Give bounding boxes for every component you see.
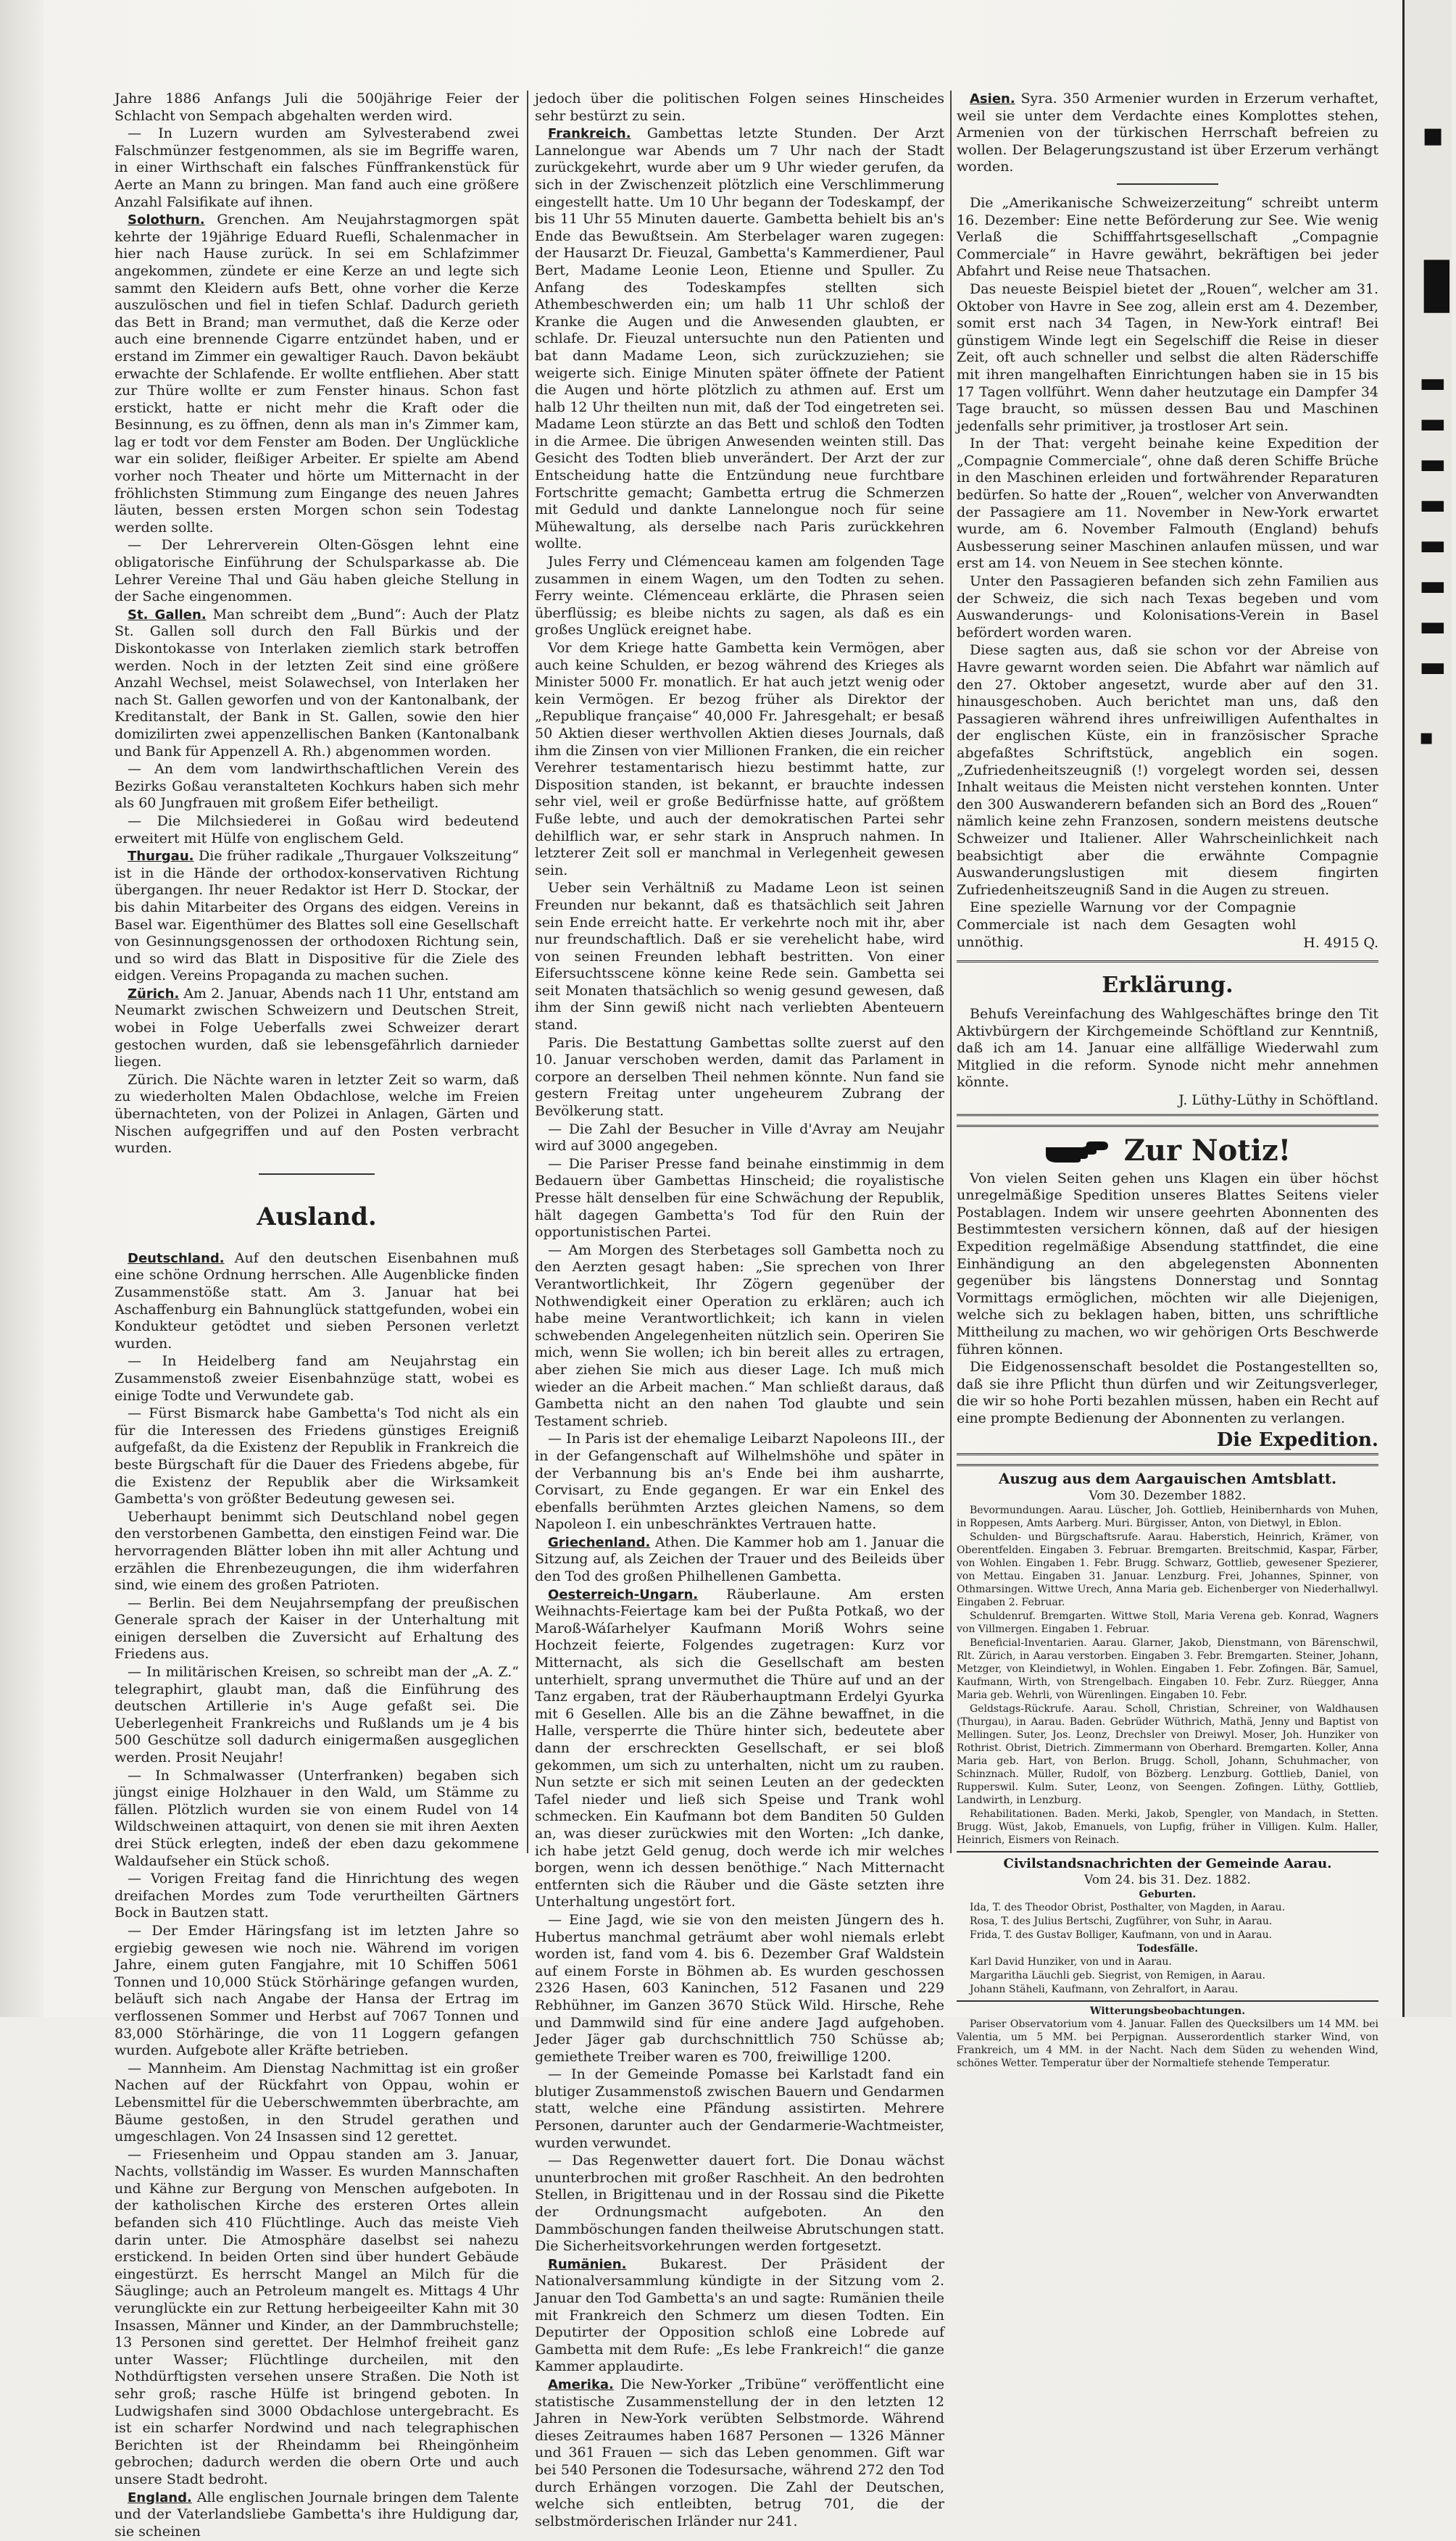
article-paragraph: — Friesenheim und Oppau standen am 3. Januar, Nachts, vollständig im Wasser. Es wurden Mannschaften und Kähne zur Bergung von Menschen aufgeboten. In der katholischen Kirche des ersteren Ortes allein befanden sich 410 Flüchtlinge. Auch das meiste Vieh darin unter. Die Atmosphäre daselbst sei nahezu erstickend. In beiden Orten sind über hundert Gebäude eingestürzt. Es herrscht Mangel an Milch für die Säuglinge; auch an Petroleum mangelt es. Mittags 4 Uhr verunglückte ein zur Rettung herbeigeeilter Kahn mit 30 Insassen, Männer und Kinder, an der Dammbruchstelle; 13 Personen sind gerettet. Der Helmhof freiheit ganz unter Wasser; Flüchtlinge durcheilen, mit den Nothdürftigsten versehen unsere Straßen. Die Noth ist sehr groß; rasche Hülfe ist bringend geboten. In Ludwigshafen sind 3000 Obdachlose untergebracht. Es ist ein scharfer Nordwind und nach telegraphischen Berichten ist der Rheindamm bei Rheingönheim gebrochen; dadurch werden die obern Orte und auch unsere Stadt bedroht. bbox=[115, 2146, 519, 2487]
notiz-title: Zur Notiz! bbox=[1123, 1133, 1291, 1168]
amtsblatt-entry: Beneficial-Inventarien. Aarau. Glarner, Jakob, Dienstmann, von Bärenschwil, Rlt. Zürich, in Aarau verstorben. Eingaben 3. Febr. Bremgarten. Steiner, Johann, Metzger, von Kleindietwyl, in Wohlen. Eingaben 1. Febr. Zofingen. Bär, Samuel, Kaufmann, Wirth, von Strengelbach. Eingaben 10. Febr. Zurz. Rüegger, Anna Maria geb. Wehrli, von Würenlingen. Eingaben 10. Febr. bbox=[957, 1637, 1378, 1701]
article-paragraph: Griechenland. Athen. Die Kammer hob am 1. Januar die Sitzung auf, als Zeichen der Trauer und des Beileids über den Tod des großen Philhellenen Gambetta. bbox=[535, 1534, 944, 1585]
article-paragraph: jedoch über die politischen Folgen seines Hinscheides sehr bestürzt zu sein. bbox=[535, 91, 944, 124]
region-keyword: Rumänien. bbox=[548, 2256, 627, 2272]
article-paragraph: Zürich. Die Nächte waren in letzter Zeit so warm, daß zu wiederholten Malen Obdachlose, welche im Freien übernachteten, von der Polizei in Anlagen, Gärten und Nischen aufgegriffen und auf den Posten verbracht wurden. bbox=[115, 1071, 519, 1157]
article-paragraph: Asien. Syra. 350 Armenier wurden in Erzerum verhaftet, weil sie unter dem Verdachte eines Komplottes stehen, Armenien von der türkischen Herrschaft befreien zu wollen. Der Belagerungszustand ist über Erzerum verhängt worden. bbox=[957, 91, 1378, 175]
article-paragraph: Ueber sein Verhältniß zu Madame Leon ist seinen Freunden nur bekannt, daß es thatsächlich seit Jahren sein Ende erreicht hatte. Er verkehrte noch mit ihr, aber nur freundschaftlich. Daß er sie verehelicht habe, wird von seinen Freunden lebhaft bestritten. Von einer Eifersuchtsscene könne keine Rede sein. Gambetta sei seit Monaten thatsächlich so wenig gesund gewesen, daß ihm der Sinn gewiß nicht nach verliebten Abenteuern stand. bbox=[535, 880, 944, 1034]
article-paragraph: — In militärischen Kreisen, so schreibt man der „A. Z.“ telegraphirt, glaubt man, daß die Einführung des deutschen Artillerie in's Auge gefaßt sei. Die Ueberlegenheit Frankreichs und Rußlands um je 4 bis 500 Geschütze soll dadurch einigermaßen ausgeglichen werden. Prosit Neujahr! bbox=[115, 1664, 519, 1766]
article-paragraph: — Eine Jagd, wie sie von den meisten Jüngern des h. Hubertus manchmal geträumt aber wohl niemals erlebt worden ist, fand vom 4. bis 6. Dezember Graf Waldstein auf einem Forste in Böhmen ab. Es wurden geschossen 2326 Hasen, 603 Kaninchen, 512 Fasanen und 229 Rebhühner, im Ganzen 3670 Stück Wild. Hirsche, Rehe und Dammwild sind für eine andere Jagd aufgehoben. Jeder Jäger gab durchschnittlich 750 Schüsse ab; gemiethete Treiber waren es 700, freiwillige 1200. bbox=[535, 1911, 944, 2065]
amtsblatt-entry: Schulden- und Bürgschaftsrufe. Aarau. Haberstich, Heinrich, Krämer, von Oberentfelden. Eingaben 3. Februar. Bremgarten. Breitschmid, Kaspar, Färber, von Wohlen. Eingaben 1. Febr. Brugg. Schwarz, Gottlieb, gewesener Spezierer, von Mettau. Eingaben 31. Januar. Lenzburg. Frei, Johannes, Spinner, von Othmarsingen. Wittwe Urech, Anna Maria geb. Eichenberger von Niederhallwyl. Eingaben 2. Februar. bbox=[957, 1531, 1378, 1608]
amtsblatt-entry: Schuldenruf. Bremgarten. Wittwe Stoll, Maria Verena geb. Konrad, Wagners von Villmergen. Eingaben 1. Februar. bbox=[957, 1610, 1378, 1635]
article-paragraph: — Berlin. Bei dem Neujahrsempfang der preußischen Generale sprach der Kaiser in der Unterhaltung mit einigen derselben die Zuversicht auf Erhaltung des Friedens aus. bbox=[115, 1594, 519, 1663]
binding-shadow bbox=[0, 0, 43, 2017]
column-rule-right bbox=[950, 91, 952, 1853]
death-entry: Margaritha Läuchli geb. Siegrist, von Remigen, in Aarau. bbox=[970, 1970, 1265, 1982]
short-separator bbox=[1117, 183, 1218, 185]
article-paragraph: Die „Amerikanische Schweizerzeitung“ schreibt unterm 16. Dezember: Eine nette Beförderung zur See. Wie wenig Verlaß die Schifffahrtsgesellschaft „Compagnie Commerciale“ in Havre gewährt, bekräftigen bei jeder Abfahrt und Reise neue Thatsachen. bbox=[957, 194, 1378, 280]
article-paragraph: — Das Regenwetter dauert fort. Die Donau wächst ununterbrochen mit großer Raschheit. An den bedrohten Stellen, in Brigittenau und in der Rossau sind die Pikette der Ordnungsmacht aufgeboten. An den Dammböschungen fanden theilweise Abrutschungen statt. Die Sicherheitsvorkehrungen werden fortgesetzt. bbox=[535, 2153, 944, 2255]
death-entry: Johann Stäheli, Kaufmann, von Zehralfort, in Aarau. bbox=[970, 1984, 1239, 1996]
article-paragraph: St. Gallen. Man schreibt dem „Bund“: Auch der Platz St. Gallen soll durch den Fall Bürkis und der Diskontokasse von Interlaken ziemlich stark betroffen werden. Noch in der letzten Zeit sind eine größere Anzahl Wechsel, meist Solawechsel, von Interlaken her nach St. Gallen geworfen und von der Kantonalbank, der Kreditanstalt, der Bank in St. Gallen, sowie den hier domizilirten zwei appenzellischen Banken (Kantonalbank und Bank für Appenzell A. Rh.) abgenommen worden. bbox=[115, 606, 520, 760]
article-paragraph: — Der Lehrerverein Olten-Gösgen lehnt eine obligatorische Einführung der Schulsparkasse ab. Die Lehrer Vereine Thal und Gäu haben gleiche Stellung in der Sache eingenommen. bbox=[115, 537, 519, 605]
article-paragraph: Paris. Die Bestattung Gambettas sollte zuerst auf den 10. Januar verschoben werden, damit das Parlament in corpore an derselben Theil nehmen könnte. Nun fand sie gestern Freitag unter ungeheurem Zubrang der Bevölkerung statt. bbox=[535, 1034, 944, 1120]
birth-entry: Rosa, T. des Julius Bertschi, Zugführer, von Suhr, in Aarau. bbox=[970, 1916, 1273, 1928]
region-keyword: Oesterreich-Ungarn. bbox=[548, 1586, 699, 1602]
region-keyword: Zürich. bbox=[128, 986, 180, 1002]
region-keyword: Frankreich. bbox=[548, 126, 631, 142]
notiz-header bbox=[957, 1133, 1378, 1168]
amtsblatt-entry: Bevormundungen. Aarau. Lüscher, Joh. Gottlieb, Heinibernhards von Muhen, in Roppesen, Amts Aarberg. Muri. Bürgisser, Anton, von Dietwyl, in Eblon. bbox=[957, 1504, 1378, 1529]
birth-entry: Ida, T. des Theodor Obrist, Posthalter, von Magden, in Aarau. bbox=[970, 1902, 1286, 1914]
weather-section bbox=[957, 2000, 1378, 2070]
article-paragraph: — In Paris ist der ehemalige Leibarzt Napoleons III., der in der Gefangenschaft auf Wilhelmshöhe und später in der Verbannung bis an's Ende bei ihm ausharrte, Corvisart, zu Ende gegangen. Er war ein Enkel des ebenfalls berühmten Arztes gleichen Namens, so dem Napoleon I. ein unbeschränktes Vertrauen hatte. bbox=[535, 1431, 944, 1533]
article-paragraph: Amerika. Die New-Yorker „Tribüne“ veröffentlicht eine statistische Zusammenstellung der in den letzten 12 Jahren in New-York verübten Selbstmorde. Während dieses Zeitraumes haben 1687 Personen — 1326 Männer und 361 Frauen — sich das Leben genommen. Gift war bei 540 Personen die Todesursache, während 272 den Tod durch Erhängen vorzogen. Die Zahl der Deutschen, welche sich entleibten, betrug 701, die der selbstmörderischen Irländer nur 241. bbox=[535, 2376, 944, 2529]
amtsblatt-date: Vom 30. Dezember 1882. bbox=[1089, 1488, 1247, 1503]
civilstand-date: Vom 24. bis 31. Dez. 1882. bbox=[1084, 1873, 1251, 1888]
bleed-glyph: ▪ bbox=[1419, 725, 1434, 750]
article-paragraph: Oesterreich-Ungarn. Räuberlaune. Am ersten Weihnachts-Feiertage kam bei der Pußta Potkaß, wo der Maroß-Wáſarhelyer Kaufmann Moriß Wohrs seine Hochzeit feierte, Folgendes zugetragen: Kurz vor Mitternacht, als sich die Gesellschaft am besten unterhielt, sprang unvermuthet die Thüre auf und an der Tanz ergaben, trat der Räuberhauptmann Erdelyi Gyurka mit 6 Gesellen. Alle bis an die Zähne bewaffnet, in die Halle, versperrte die Thüre hinter sich, bedeutete aber dann der erschreckten Gesellschaft, er sei bloß gekommen, um sich zu unterhalten, nicht um zu rauben. Nun setzte er sich mit seinen Leuten an der gedeckten Tafel nieder und ließ sich Speise und Trank wohl schmecken. Ein Kaufmann bot dem Banditen 50 Gulden an, was dieser zurückwies mit den Worten: „Ich danke, ich habe jetzt Geld genug, doch werde ich mir welches borgen, wenn ich dessen benöthige.“ Nach Mitternacht entfernten sich die Räuber und die Gäste setzten ihre Unterhaltung ungestört fort. bbox=[535, 1586, 944, 1910]
article-paragraph: England. Alle englischen Journale bringen dem Talente und der Vaterlandsliebe Gambetta's ihre Huldigung dar, sie scheinen bbox=[115, 2489, 519, 2540]
article-paragraph: Rumänien. Bukarest. Der Präsident der Nationalversammlung kündigte in der Sitzung vom 2. Januar den Tod Gambetta's an und sagte: Rumänien theile mit Frankreich den Schmerz um diesen Todten. Ein Deputirter der Opposition schloß eine Lobrede auf Gambetta mit dem Rufe: „Es lebe Frankreich!“ die ganze Kammer applaudirte. bbox=[535, 2255, 944, 2375]
weather-heading: Witterungsbeobachtungen. bbox=[1089, 2005, 1246, 2018]
erklaerung-text: Behufs Vereinfachung des Wahlgeschäftes bringe den Tit Aktivbürgern der Kirchgemeinde Schöftland zur Kenntniß, daß ich am 14. Januar eine allfällige Wiederwahl zum Mitglied in die reform. Synode nicht mehr annehmen könnte. bbox=[957, 1006, 1378, 1091]
article-paragraph: Frankreich. Gambettas letzte Stunden. Der Arzt Lannelongue war Abends um 7 Uhr nach der Stadt zurückgekehrt, wurde aber um 9 Uhr wieder gerufen, da sich in der Zwischenzeit plötzlich eine Verschlimmerung eingestellt hatte. Um 10 Uhr begann der Todeskampf, der bis 11 Uhr 55 Minuten dauerte. Gambetta behielt bis an's Ende das Bewußtsein. Am Sterbelager waren zugegen: der Hausarzt Dr. Fieuzal, Gambetta's Kammerdiener, Paul Bert, Madame Leonie Leon, Etienne und Spuller. Zu Anfang des Todeskampfes stellten sich Athembeschwerden ein; um halb 11 Uhr schloß der Kranke die Augen und die Anwesenden glaubten, er schlafe. Dr. Fieuzal untersuchte nun den Patienten und bat dann Madame Leon, sich zurückzuziehen; sie weigerte sich. Einige Minuten später öffnete der Patient die Augen und hörte plötzlich zu athmen auf. Erst um halb 12 Uhr theilten nun mit, daß der Tod eingetreten sei. Madame Leon stürzte an das Bett und schloß den Todten in die Armee. Die übrigen Anwesenden weinten still. Das Gesicht des Todten blieb unverändert. Der Arzt der zur Entscheidung hatte die Entzündung neue furchtbare Fortschritte gemacht; Gambetta ertrug die Schmerzen mit Geduld und dankte Lannelongue noch für seine Mühewaltung, als derselbe nach Paris zurückkehren wollte. bbox=[535, 125, 944, 552]
column-rule-left bbox=[527, 91, 528, 1853]
notiz-text: Die Eidgenossenschaft besoldet die Postangestellten so, daß sie ihre Pflicht thun dürfen und wir Zeitungsverleger, die wir so hohe Porti bezahlen müssen, haben ein Recht auf eine prompte Bedienung der Abonnenten zu verlangen. bbox=[957, 1359, 1378, 1426]
article-paragraph: Thurgau. Die früher radikale „Thurgauer Volkszeitung“ ist in die Hände der orthodox-konservativen Richtung übergangen. Ihr neuer Redaktor ist Herr D. Stockar, der bis dahin Mitarbeiter des Organs des eidgen. Vereins in Basel war. Eigenthümer des Blattes soll eine Gesellschaft von Gesinnungsgenossen der orthodoxen Richtung sein, und so wird das Blatt in Dispositive für die Ziele des eidgen. Vereins Propaganda zu machen suchen. bbox=[115, 848, 519, 984]
article-paragraph: — In Luzern wurden am Sylvesterabend zwei Falschmünzer festgenommen, als sie im Begriffe waren, in einer Wirthschaft ein falsches Fünffrankenstück für Aerte an Mann zu bringen. Man fand auch eine größere Anzahl Falsifikate auf ihnen. bbox=[115, 125, 519, 210]
article-paragraph: Das neueste Beispiel bietet der „Rouen“, welcher am 31. Oktober von Havre in See zog, allein erst am 4. Dezember, somit erst nach 34 Tagen, in New-York eintraf! Bei günstigem Winde legt ein Segelschiff die Reise in dieser Zeit, oft auch schneller und selbst die alten Räderschiffe mit ihren mangelhaften Einrichtungen haben sie in 15 bis 17 Tagen vollführt. Wenn daher heutzutage ein Dampfer 34 Tage braucht, so müssen dessen Bau und Maschinen jedenfalls sehr primitiver, ja trostloser Art sein. bbox=[957, 280, 1378, 434]
erklaerung-signature: J. Lüthy-Lüthy in Schöftland. bbox=[1178, 1092, 1378, 1109]
column-2 bbox=[535, 91, 944, 2531]
pointing-hand-icon bbox=[1044, 1139, 1110, 1163]
notiz-box bbox=[957, 1125, 1378, 1456]
ad-code: H. 4915 Q. bbox=[1303, 934, 1378, 951]
bleed-glyph: ▬ ▬ ▬ ▬ ▬ ▬ ▬ ▬ bbox=[1419, 365, 1447, 683]
article-paragraph: In der That: vergeht beinahe keine Expedition der „Compagnie Commerciale“, ohne daß deren Schiffe Brüche in den Maschinen erleiden und fortwährender Reparaturen bedürfen. So hatte der „Rouen“, welcher von Anverwandten der Passagiere am 11. November in New-York erwartet wurde, am 6. November Falmouth (England) behufs Ausbesserung seiner Maschinen anlaufen müssen, und war erst am 14. von Neuem in See stechen könnte. bbox=[957, 436, 1378, 572]
article-paragraph: — In Schmalwasser (Unterfranken) begaben sich jüngst einige Holzhauer in den Wald, um Stämme zu fällen. Plötzlich wurden sie von einem Rudel von 14 Wildschweinen attaquirt, von denen sie mit ihren Aexten drei Stück erlegten, indeß der eben dazu gekommene Waldaufseher ein Stück schoß. bbox=[115, 1767, 519, 1869]
article-paragraph: — Die Zahl der Besucher in Ville d'Avray am Neujahr wird auf 3000 angegeben. bbox=[535, 1120, 944, 1155]
region-keyword: England. bbox=[128, 2490, 192, 2505]
article-paragraph: Jules Ferry und Clémenceau kamen am folgenden Tage zusammen in einem Wagen, um den Todten zu sehen. Ferry weinte. Clémenceau erklärte, die Phrasen seien überflüssig; es bleibe nichts zu sagen, als daß es ein großes Unglück ereignet habe. bbox=[535, 554, 944, 639]
region-keyword: St. Gallen. bbox=[128, 607, 207, 623]
region-keyword: Solothurn. bbox=[128, 212, 205, 228]
article-paragraph: Unter den Passagieren befanden sich zehn Familien aus der Schweiz, die sich nach Texas begeben und vom Auswanderungs- und Kolonisations-Verein in Basel befördert worden waren. bbox=[957, 573, 1378, 641]
article-paragraph: — Mannheim. Am Dienstag Nachmittag ist ein großer Nachen auf der Rückfahrt von Oppau, wohin er Lebensmittel für die Ueberschwemmten überbrachte, am Bäume gestoßen, in den Strudel gerathen und umgeschlagen. Von 24 Insassen sind 12 gerettet. bbox=[115, 2060, 519, 2145]
notiz-signature: Die Expedition. bbox=[1216, 1428, 1378, 1451]
region-keyword: Griechenland. bbox=[548, 1534, 651, 1550]
births-heading: Geburten. bbox=[1139, 1889, 1197, 1901]
erklaerung-title: Erklärung. bbox=[1102, 973, 1234, 999]
erklaerung-box bbox=[957, 960, 1378, 1116]
article-paragraph: — Fürst Bismarck habe Gambetta's Tod nicht als ein für die Interessen des Friedens günstiges Ereigniß aufgefaßt, da die Existenz der Republik in Frankreich die beste Bürgschaft für die Dauer des Friedens abgebe, für die Existenz der Republik aber die Wirksamkeit Gambetta's von größter Bedeutung gewesen sei. bbox=[115, 1405, 519, 1507]
article-paragraph: — In Heidelberg fand am Neujahrstag ein Zusammenstoß zweier Eisenbahnzüge statt, wobei es einige Todte und Verwundete gab. bbox=[115, 1353, 519, 1404]
article-paragraph: Deutschland. Auf den deutschen Eisenbahnen muß eine schöne Ordnung herrschen. Alle Augenblicke finden Zusammenstöße statt. Am 3. Januar hat bei Aschaffenburg ein Bahnunglück stattgefunden, wobei ein Kondukteur getödtet und sieben Personen verletzt wurden. bbox=[115, 1249, 519, 1352]
amtsblatt-entry: Rehabilitationen. Baden. Merki, Jakob, Spengler, von Mandach, in Stetten. Brugg. Wüst, Jakob, Emanuels, von Lupfig, früher in Villigen. Kulm. Haller, Heinrich, Eismers von Reinach. bbox=[957, 1808, 1378, 1846]
article-paragraph: Vor dem Kriege hatte Gambetta kein Vermögen, aber auch keine Schulden, er bezog während des Krieges als Minister 5000 Fr. monatlich. Er hat auch jetzt wenig oder kein Vermögen. Er bezog früher als Direktor der „Republique française“ 40,000 Fr. Jahresgehalt; er besaß 50 Aktien dieser werthvollen Aktien dieses Journals, daß ihm die Zinsen von vier Millionen Franken, die ein reicher Verehrer testamentarisch hiezu bestimmt hatte, zur Disposition standen, ist bekannt, er brauchte indessen sehr viel, weil er große Bedürfnisse hatte, auf größtem Fuße lebte, und auch der demokratischen Partei sehr dehilflich war, er sehr stark in Anspruch nahmen. In letzterer Zeit soll er manchmal in Verlegenheit gewesen sein. bbox=[535, 640, 944, 878]
article-paragraph: Diese sagten aus, daß sie schon vor der Abreise von Havre gewarnt worden seien. Die Abfahrt war nämlich auf den 27. Oktober angesetzt, wurde aber auf den 31. hinausgeschoben. Auch berichtet man uns, daß den Passagieren während ihres unfreiwilligen Aufenthaltes in der englischen Küste, ein in französischer Sprache abgefaßtes Schriftstück, angeblich ein sogen. „Zufriedenheitszeugniß (!) vorgelegt worden sei, dessen Inhalt weitaus die Meisten nicht verstehen konnten. Unter den 300 Auswanderern befanden sich an Bord des „Rouen“ nämlich keine zehn Franzosen, sondern meistens deutsche Schweizer und Italiener. Aller Wahrscheinlichkeit nach beabsichtigt aber die erwähnte Compagnie Auswanderungslustigen mit diesem fingirten Zufriedenheitszeugniß Sand in die Augen zu streuen. bbox=[957, 642, 1378, 898]
civilstand-section bbox=[957, 1851, 1378, 1997]
article-paragraph: — Vorigen Freitag fand die Hinrichtung des wegen dreifachen Mordes zum Tode verurtheilten Gärtners Bock in Bautzen statt. bbox=[115, 1871, 519, 1921]
article-paragraph: — Der Emder Häringsfang ist im letzten Jahre so ergiebig gewesen wie noch nie. Während im vorigen Jahre, einem guten Fangjahre, mit 10 Schiffen 5061 Tonnen und 10,000 Stück Störhäringe gefangen wurden, beläuft sich nach Angabe der Hansa der Ertrag im verflossenen Sommer und Herbst auf 7067 Tonnen und 83,000 Störhäringe, die von 11 Loggern gefangen wurden. Aufgebote aller Kräfte betrieben. bbox=[115, 1922, 519, 2059]
bleed-glyph: ▮ bbox=[1418, 239, 1456, 321]
article-paragraph: — An dem vom landwirthschaftlichen Verein des Bezirks Goßau veranstalteten Kochkurs haben sich mehr als 60 Jungfrauen mit großem Eifer betheiligt. bbox=[115, 761, 519, 812]
amtsblatt-entry: Geldstags-Rückrufe. Aarau. Scholl, Christian, Schreiner, von Waldhausen (Thurgau), in Aarau. Baden. Gebrüder Wüthrich, Mathä, Jenny und Baptist von Mellingen. Suter, Jos. Leonz, Drechsler von Dreiwyl. Moser, Joh. Hunziker von Rothrist. Obrist, Dietrich. Zimmermann von Oberhard. Bremgarten. Koller, Anna Maria geb. Hart, von Berlon. Brugg. Scholl, Johann, Schuhmacher, von Schinznach. Müller, Rudolf, von Bözberg. Lenzburg. Gottlieb, Daniel, von Rupperswil. Kulm. Suter, Leonz, von Seengen. Zofingen. Lüthy, Gottlieb, Landwirth, in Lenzburg. bbox=[957, 1702, 1378, 1806]
bleed-glyph: ■ bbox=[1423, 123, 1444, 149]
article-paragraph: Zürich. Am 2. Januar, Abends nach 11 Uhr, entstand am Neumarkt zwischen Schweizern und Deutschen Streit, wobei in Folge Ueberfalls zwei Schweizer derart gestochen wurden, daß sie lebensgefährlich darnieder liegen. bbox=[115, 985, 520, 1070]
notiz-text: Von vielen Seiten gehen uns Klagen ein über höchst unregelmäßige Spedition unseres Blattes Seitens vieler Postablagen. Indem wir unsere geehrten Abonnenten des Bestimmtesten versichern können, daß auf der hiesigen Expedition regelmäßige Absendung stattfindet, die eine Einhändigung an den abgelegensten Abonnenten gegenüber bis längstens Donnerstag und Sonntag Vormittags ermöglichen, möchten wir alle Diejenigen, welche sich zu beklagen haben, bitten, uns schriftliche Mittheilung zu machen, wo wir gehörigen Orts Beschwerde führen können. bbox=[957, 1170, 1378, 1357]
region-keyword: Deutschland. bbox=[128, 1250, 225, 1266]
deaths-heading: Todesfälle. bbox=[1136, 1943, 1199, 1955]
region-keyword: Asien. bbox=[970, 91, 1015, 107]
section-heading-ausland: Ausland. bbox=[257, 1202, 377, 1231]
amtsblatt-title: Auszug aus dem Aargauischen Amtsblatt. bbox=[998, 1470, 1337, 1488]
article-paragraph: Eine spezielle Warnung vor der Compagnie Commerciale ist nach dem Gesagten wohl unnöthig. bbox=[957, 899, 1297, 950]
warning-line bbox=[957, 899, 1378, 952]
article-paragraph: Solothurn. Grenchen. Am Neujahrstagmorgen spät kehrte der 19jährige Eduard Ruefli, Schalenmacher in hier nach Hause zurück. In sei em Schlafzimmer angekommen, zündete er eine Kerze an und legte sich sammt den Kleidern aufs Bett, ohne vorher die Kerze auszulöschen und fiel in tiefen Schlaf. Dadurch gerieth das Bett in Brand; man vermuthet, daß die Kerze oder auch eine brennende Cigarre entzündet haben, und er erstand im Zimmer ein gewaltiger Rauch. Davon bekäubt erwachte der Schlafende. Er wollte entfliehen. Aber statt zur Thüre wollte er zum Fenster hinaus. Schon fast erstickt, hatte er nicht mehr die Kraft oder die Besinnung, es zu öffnen, denn als man in's Zimmer kam, lag er todt vor dem Fenster am Boden. Der Unglückliche war ein solider, fleißiger Arbeiter. Er spielte am Abend vorher noch Theater und hörte um Mitternacht in der fröhlichsten Stimmung zum Eingange des neuen Jahres läuten, bessen ersten Morgen schon sein Todestag werden sollte. bbox=[115, 212, 519, 536]
amtsblatt-section bbox=[957, 1464, 1378, 1847]
column-3 bbox=[957, 91, 1378, 2071]
article-paragraph: — In der Gemeinde Pomasse bei Karlstadt fand ein blutiger Zusammenstoß zwischen Bauern und Gendarmen statt, welche eine Pfändung assistirten. Mehrere Personen, darunter auch der Gendarmerie-Wachtmeister, wurden verwundet. bbox=[535, 2066, 944, 2151]
region-keyword: Amerika. bbox=[548, 2376, 614, 2392]
adjacent-page-edge bbox=[1402, 0, 1456, 2017]
article-paragraph: — Am Morgen des Sterbetages soll Gambetta noch zu den Aerzten gesagt haben: „Sie sprechen von Ihrer Verantwortlichkeit, Ihr Zögern gegenüber der Nothwendigkeit einer Operation zu erklären; auch ich habe meine Verantwortlichkeit; ich kann in vielen schwebenden Angelegenheiten nützlich sein. Operiren Sie mich, wenn Sie wollen; ich bin bereit alles zu ertragen, aber ziehen Sie mich aus dieser Lage. Ich muß mich wieder an die Arbeit machen.“ Man schließt daraus, daß Gambetta nicht an den nahen Tod glaubte und sein Testament schrieb. bbox=[535, 1242, 944, 1429]
article-paragraph: Jahre 1886 Anfangs Juli die 500jährige Feier der Schlacht von Sempach abgehalten werden wird. bbox=[115, 91, 519, 124]
article-paragraph: Ueberhaupt benimmt sich Deutschland nobel gegen den verstorbenen Gambetta, den einstigen Feind war. Die hervorragenden Blätter loben ihn mit aller Achtung und erzählen die Ehrenbezeugungen, die ihm widerfahren sind, wie einem des großen Patrioten. bbox=[115, 1508, 519, 1594]
article-paragraph: — Die Pariser Presse fand beinahe einstimmig in dem Bedauern über Gambettas Hinscheid; die royalistische Presse hält denselben für eine Schwächung der Republik, hält dagegen Gambetta's Tod für den Ruin der opportunistischen Partei. bbox=[535, 1155, 944, 1241]
birth-entry: Frida, T. des Gustav Bolliger, Kaufmann, von und in Aarau. bbox=[970, 1929, 1273, 1942]
region-keyword: Thurgau. bbox=[128, 849, 194, 865]
civilstand-title: Civilstandsnachrichten der Gemeinde Aarau. bbox=[1003, 1855, 1332, 1871]
column-1 bbox=[115, 91, 519, 2541]
weather-text: Pariser Observatorium vom 4. Januar. Fallen des Quecksilbers um 14 MM. bei Valentia, um 5 MM. bei Perpignan. Ausserordentlich starker Wind, von Frankreich, um 4 MM. in der Nacht. Nach dem Süden zu wehenden Wind, schönes Wetter. Temperatur über der Normaltiefe stehende Temperatur. bbox=[957, 2018, 1378, 2070]
section-separator bbox=[259, 1173, 375, 1175]
article-paragraph: — Die Milchsiederei in Goßau wird bedeutend erweitert mit Hülfe von englischem Geld. bbox=[115, 812, 519, 847]
death-entry: Karl David Hunziker, von und in Aarau. bbox=[970, 1956, 1172, 1968]
